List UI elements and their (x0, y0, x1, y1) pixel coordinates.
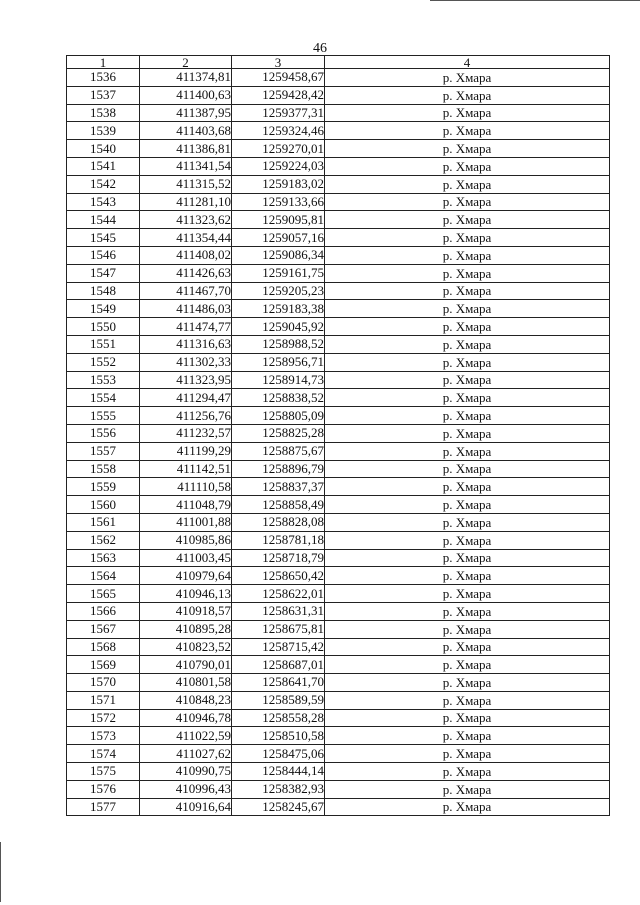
y-coordinate-cell: 1258641,70 (232, 674, 325, 692)
point-number-cell: 1573 (67, 727, 140, 745)
x-coordinate-cell: 410823,52 (140, 638, 232, 656)
table-row (67, 602, 610, 620)
y-coordinate-cell: 1258838,52 (232, 389, 325, 407)
object-name-cell: р. Хмара (325, 745, 610, 763)
x-coordinate-cell: 411256,76 (140, 407, 232, 425)
y-coordinate-cell: 1259183,38 (232, 300, 325, 318)
table-row (67, 318, 610, 336)
point-number-cell: 1577 (67, 798, 140, 816)
y-coordinate-cell: 1258858,49 (232, 496, 325, 514)
table-row (67, 211, 610, 229)
point-number-cell: 1550 (67, 318, 140, 336)
y-coordinate-cell: 1259095,81 (232, 211, 325, 229)
point-number-cell: 1546 (67, 246, 140, 264)
point-number-cell: 1551 (67, 335, 140, 353)
point-number-cell: 1565 (67, 585, 140, 603)
y-coordinate-cell: 1258896,79 (232, 460, 325, 478)
y-coordinate-cell: 1258475,06 (232, 745, 325, 763)
object-name-cell: р. Хмара (325, 389, 610, 407)
x-coordinate-cell: 410790,01 (140, 656, 232, 674)
object-name-cell: р. Хмара (325, 602, 610, 620)
x-coordinate-cell: 411387,95 (140, 104, 232, 122)
point-number-cell: 1542 (67, 175, 140, 193)
object-name-cell: р. Хмара (325, 638, 610, 656)
table-row (67, 727, 610, 745)
point-number-cell: 1563 (67, 549, 140, 567)
object-name-cell: р. Хмара (325, 496, 610, 514)
y-coordinate-cell: 1258837,37 (232, 478, 325, 496)
table-row (67, 567, 610, 585)
y-coordinate-cell: 1259458,67 (232, 69, 325, 87)
x-coordinate-cell: 411323,62 (140, 211, 232, 229)
object-name-cell: р. Хмара (325, 264, 610, 282)
point-number-cell: 1568 (67, 638, 140, 656)
point-number-cell: 1553 (67, 371, 140, 389)
y-coordinate-cell: 1258875,67 (232, 442, 325, 460)
coordinates-table (66, 55, 610, 816)
x-coordinate-cell: 411403,68 (140, 122, 232, 140)
x-coordinate-cell: 411386,81 (140, 140, 232, 158)
table-row (67, 229, 610, 247)
point-number-cell: 1548 (67, 282, 140, 300)
table-row (67, 264, 610, 282)
object-name-cell: р. Хмара (325, 211, 610, 229)
object-name-cell: р. Хмара (325, 709, 610, 727)
y-coordinate-cell: 1258558,28 (232, 709, 325, 727)
x-coordinate-cell: 410946,13 (140, 585, 232, 603)
table-row (67, 86, 610, 104)
table-row (67, 531, 610, 549)
x-coordinate-cell: 411110,58 (140, 478, 232, 496)
y-coordinate-cell: 1259224,03 (232, 157, 325, 175)
object-name-cell: р. Хмара (325, 780, 610, 798)
object-name-cell: р. Хмара (325, 104, 610, 122)
x-coordinate-cell: 411027,62 (140, 745, 232, 763)
y-coordinate-cell: 1259428,42 (232, 86, 325, 104)
y-coordinate-cell: 1258675,81 (232, 620, 325, 638)
point-number-cell: 1552 (67, 353, 140, 371)
table-row (67, 656, 610, 674)
object-name-cell: р. Хмара (325, 246, 610, 264)
x-coordinate-cell: 410979,64 (140, 567, 232, 585)
point-number-cell: 1536 (67, 69, 140, 87)
point-number-cell: 1566 (67, 602, 140, 620)
table-row (67, 140, 610, 158)
x-coordinate-cell: 411354,44 (140, 229, 232, 247)
point-number-cell: 1564 (67, 567, 140, 585)
object-name-cell: р. Хмара (325, 407, 610, 425)
object-name-cell: р. Хмара (325, 585, 610, 603)
y-coordinate-cell: 1258382,93 (232, 780, 325, 798)
point-number-cell: 1545 (67, 229, 140, 247)
point-number-cell: 1537 (67, 86, 140, 104)
y-coordinate-cell: 1258510,58 (232, 727, 325, 745)
x-coordinate-cell: 411001,88 (140, 513, 232, 531)
y-coordinate-cell: 1259086,34 (232, 246, 325, 264)
table-row (67, 780, 610, 798)
table-row (67, 157, 610, 175)
table-row (67, 460, 610, 478)
object-name-cell: р. Хмара (325, 442, 610, 460)
object-name-cell: р. Хмара (325, 531, 610, 549)
y-coordinate-cell: 1258631,31 (232, 602, 325, 620)
x-coordinate-cell: 411281,10 (140, 193, 232, 211)
point-number-cell: 1570 (67, 674, 140, 692)
point-number-cell: 1560 (67, 496, 140, 514)
x-coordinate-cell: 410946,78 (140, 709, 232, 727)
y-coordinate-cell: 1258715,42 (232, 638, 325, 656)
y-coordinate-cell: 1259377,31 (232, 104, 325, 122)
point-number-cell: 1556 (67, 424, 140, 442)
table-row (67, 407, 610, 425)
object-name-cell: р. Хмара (325, 193, 610, 211)
table-header-row (67, 56, 610, 69)
table-row (67, 798, 610, 816)
object-name-cell: р. Хмара (325, 478, 610, 496)
y-coordinate-cell: 1258718,79 (232, 549, 325, 567)
point-number-cell: 1555 (67, 407, 140, 425)
y-coordinate-cell: 1258589,59 (232, 691, 325, 709)
point-number-cell: 1569 (67, 656, 140, 674)
table-row (67, 246, 610, 264)
point-number-cell: 1559 (67, 478, 140, 496)
point-number-cell: 1561 (67, 513, 140, 531)
y-coordinate-cell: 1258781,18 (232, 531, 325, 549)
point-number-cell: 1576 (67, 780, 140, 798)
y-coordinate-cell: 1258622,01 (232, 585, 325, 603)
table-row (67, 282, 610, 300)
x-coordinate-cell: 411294,47 (140, 389, 232, 407)
y-coordinate-cell: 1258956,71 (232, 353, 325, 371)
y-coordinate-cell: 1259045,92 (232, 318, 325, 336)
point-number-cell: 1562 (67, 531, 140, 549)
point-number-cell: 1538 (67, 104, 140, 122)
x-coordinate-cell: 411048,79 (140, 496, 232, 514)
table-row (67, 335, 610, 353)
point-number-cell: 1549 (67, 300, 140, 318)
y-coordinate-cell: 1259324,46 (232, 122, 325, 140)
object-name-cell: р. Хмара (325, 157, 610, 175)
x-coordinate-cell: 411341,54 (140, 157, 232, 175)
object-name-cell: р. Хмара (325, 122, 610, 140)
table-row (67, 353, 610, 371)
table-row (67, 709, 610, 727)
y-coordinate-cell: 1258650,42 (232, 567, 325, 585)
table-row (67, 122, 610, 140)
table-row (67, 638, 610, 656)
object-name-cell: р. Хмара (325, 318, 610, 336)
x-coordinate-cell: 411467,70 (140, 282, 232, 300)
table-row (67, 175, 610, 193)
table-row (67, 745, 610, 763)
scan-edge-left (0, 842, 1, 902)
table-row (67, 371, 610, 389)
x-coordinate-cell: 410801,58 (140, 674, 232, 692)
y-coordinate-cell: 1259270,01 (232, 140, 325, 158)
point-number-cell: 1575 (67, 763, 140, 781)
point-number-cell: 1543 (67, 193, 140, 211)
y-coordinate-cell: 1258245,67 (232, 798, 325, 816)
scan-edge-top (430, 0, 640, 1)
point-number-cell: 1547 (67, 264, 140, 282)
object-name-cell: р. Хмара (325, 424, 610, 442)
point-number-cell: 1540 (67, 140, 140, 158)
table-row (67, 496, 610, 514)
table-row (67, 193, 610, 211)
object-name-cell: р. Хмара (325, 282, 610, 300)
x-coordinate-cell: 411022,59 (140, 727, 232, 745)
object-name-cell: р. Хмара (325, 656, 610, 674)
x-coordinate-cell: 411199,29 (140, 442, 232, 460)
x-coordinate-cell: 411374,81 (140, 69, 232, 87)
x-coordinate-cell: 411315,52 (140, 175, 232, 193)
x-coordinate-cell: 410985,86 (140, 531, 232, 549)
object-name-cell: р. Хмара (325, 727, 610, 745)
table-row (67, 104, 610, 122)
header-col-1: 1 (67, 56, 140, 69)
y-coordinate-cell: 1258687,01 (232, 656, 325, 674)
x-coordinate-cell: 410996,43 (140, 780, 232, 798)
point-number-cell: 1554 (67, 389, 140, 407)
header-col-4: 4 (325, 56, 610, 69)
y-coordinate-cell: 1258828,08 (232, 513, 325, 531)
x-coordinate-cell: 411486,03 (140, 300, 232, 318)
table-row (67, 585, 610, 603)
y-coordinate-cell: 1258825,28 (232, 424, 325, 442)
object-name-cell: р. Хмара (325, 69, 610, 87)
point-number-cell: 1558 (67, 460, 140, 478)
object-name-cell: р. Хмара (325, 353, 610, 371)
x-coordinate-cell: 410990,75 (140, 763, 232, 781)
object-name-cell: р. Хмара (325, 567, 610, 585)
y-coordinate-cell: 1258988,52 (232, 335, 325, 353)
x-coordinate-cell: 411426,63 (140, 264, 232, 282)
x-coordinate-cell: 411400,63 (140, 86, 232, 104)
x-coordinate-cell: 411408,02 (140, 246, 232, 264)
x-coordinate-cell: 411302,33 (140, 353, 232, 371)
table-row (67, 620, 610, 638)
object-name-cell: р. Хмара (325, 335, 610, 353)
point-number-cell: 1567 (67, 620, 140, 638)
table-row (67, 389, 610, 407)
point-number-cell: 1557 (67, 442, 140, 460)
y-coordinate-cell: 1259183,02 (232, 175, 325, 193)
x-coordinate-cell: 410848,23 (140, 691, 232, 709)
object-name-cell: р. Хмара (325, 549, 610, 567)
object-name-cell: р. Хмара (325, 300, 610, 318)
point-number-cell: 1574 (67, 745, 140, 763)
object-name-cell: р. Хмара (325, 763, 610, 781)
table-row (67, 763, 610, 781)
y-coordinate-cell: 1258444,14 (232, 763, 325, 781)
page-number: 46 (313, 41, 327, 56)
y-coordinate-cell: 1259161,75 (232, 264, 325, 282)
header-col-3: 3 (232, 56, 325, 69)
x-coordinate-cell: 411474,77 (140, 318, 232, 336)
table-row (67, 442, 610, 460)
point-number-cell: 1541 (67, 157, 140, 175)
object-name-cell: р. Хмара (325, 140, 610, 158)
x-coordinate-cell: 411142,51 (140, 460, 232, 478)
y-coordinate-cell: 1259057,16 (232, 229, 325, 247)
x-coordinate-cell: 410916,64 (140, 798, 232, 816)
object-name-cell: р. Хмара (325, 798, 610, 816)
x-coordinate-cell: 411003,45 (140, 549, 232, 567)
point-number-cell: 1539 (67, 122, 140, 140)
y-coordinate-cell: 1258914,73 (232, 371, 325, 389)
point-number-cell: 1572 (67, 709, 140, 727)
table-row (67, 300, 610, 318)
object-name-cell: р. Хмара (325, 460, 610, 478)
object-name-cell: р. Хмара (325, 371, 610, 389)
object-name-cell: р. Хмара (325, 513, 610, 531)
object-name-cell: р. Хмара (325, 674, 610, 692)
x-coordinate-cell: 411323,95 (140, 371, 232, 389)
table-row (67, 513, 610, 531)
object-name-cell: р. Хмара (325, 620, 610, 638)
table-row (67, 424, 610, 442)
y-coordinate-cell: 1259205,23 (232, 282, 325, 300)
y-coordinate-cell: 1258805,09 (232, 407, 325, 425)
point-number-cell: 1571 (67, 691, 140, 709)
x-coordinate-cell: 410918,57 (140, 602, 232, 620)
table-row (67, 691, 610, 709)
header-col-2: 2 (140, 56, 232, 69)
x-coordinate-cell: 411232,57 (140, 424, 232, 442)
table-row (67, 478, 610, 496)
object-name-cell: р. Хмара (325, 691, 610, 709)
object-name-cell: р. Хмара (325, 86, 610, 104)
x-coordinate-cell: 410895,28 (140, 620, 232, 638)
object-name-cell: р. Хмара (325, 229, 610, 247)
table-row (67, 549, 610, 567)
table-row (67, 69, 610, 87)
x-coordinate-cell: 411316,63 (140, 335, 232, 353)
point-number-cell: 1544 (67, 211, 140, 229)
y-coordinate-cell: 1259133,66 (232, 193, 325, 211)
object-name-cell: р. Хмара (325, 175, 610, 193)
table-row (67, 674, 610, 692)
